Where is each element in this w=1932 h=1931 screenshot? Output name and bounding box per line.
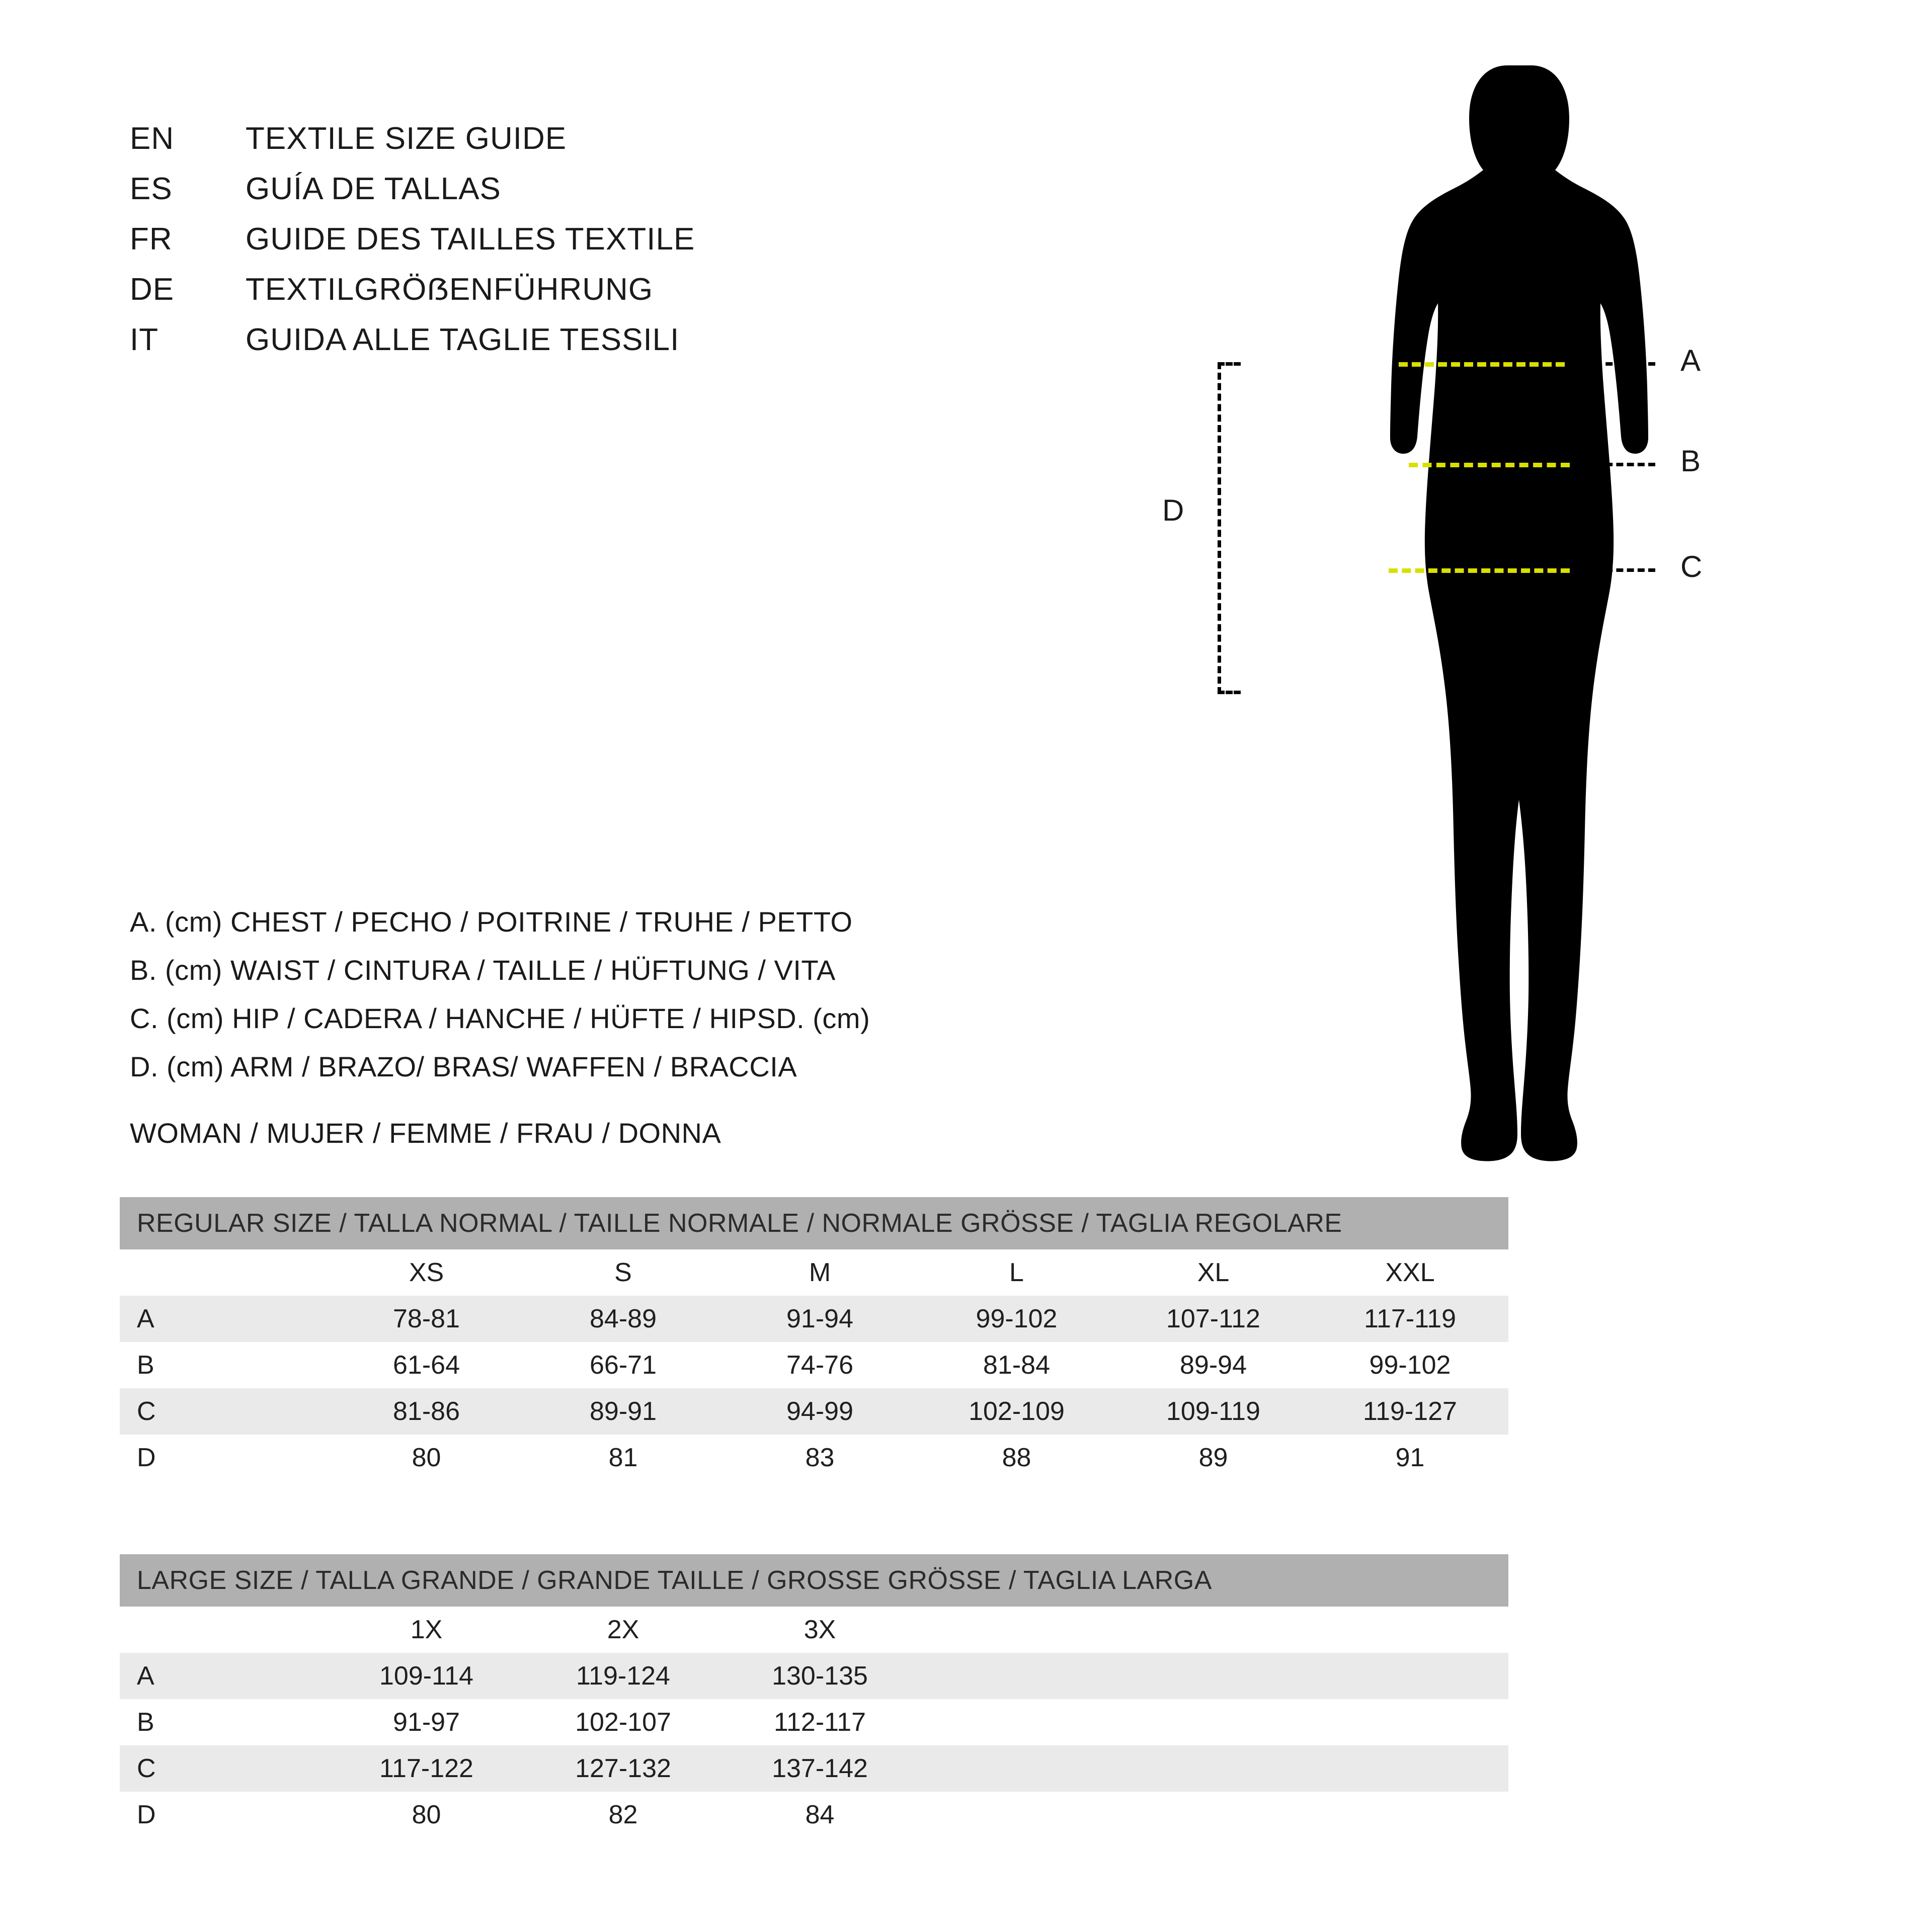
cell-a-xl: 107-112 bbox=[1166, 1304, 1260, 1333]
table-row bbox=[120, 1388, 1508, 1435]
cell-a-1x: 109-114 bbox=[379, 1661, 473, 1691]
language-header-block bbox=[130, 121, 935, 372]
legend-item-a: A. (cm) CHEST / PECHO / POITRINE / TRUHE / PETTO bbox=[130, 906, 853, 938]
cell-b-xs: 61-64 bbox=[393, 1351, 460, 1380]
cell-a-empty-2 bbox=[1115, 1653, 1312, 1699]
language-code-fr: FR bbox=[130, 222, 173, 257]
cell-d-2x: 82 bbox=[608, 1800, 638, 1829]
cell-c-3x: 137-142 bbox=[772, 1754, 868, 1783]
language-row-es bbox=[130, 171, 935, 221]
column-header-blank-large bbox=[120, 1607, 328, 1653]
table-row bbox=[120, 1653, 1508, 1699]
large-size-table-wrapper bbox=[120, 1554, 1508, 1838]
table-row bbox=[120, 1435, 1508, 1481]
cell-c-xxl: 119-127 bbox=[1363, 1397, 1457, 1426]
cell-a-m: 91-94 bbox=[786, 1304, 853, 1333]
legend-item-d: D. (cm) ARM / BRAZO/ BRAS/ WAFFEN / BRACCIA bbox=[130, 1051, 797, 1082]
cell-d-1x: 80 bbox=[412, 1800, 441, 1829]
table-row bbox=[120, 1792, 1508, 1838]
cell-d-xxl: 91 bbox=[1395, 1443, 1425, 1472]
cell-c-1x: 117-122 bbox=[379, 1754, 473, 1783]
cell-b-s: 66-71 bbox=[590, 1351, 657, 1380]
cell-b-m: 74-76 bbox=[786, 1351, 853, 1380]
waist-measurement-label: B bbox=[1680, 444, 1701, 478]
regular-size-table bbox=[120, 1197, 1508, 1481]
cell-a-3x: 130-135 bbox=[772, 1661, 868, 1691]
chest-measurement-label: A bbox=[1680, 344, 1701, 377]
row-label-b-large: B bbox=[137, 1708, 154, 1737]
column-header-2x: 2X bbox=[607, 1615, 639, 1644]
row-label-a: A bbox=[137, 1304, 154, 1333]
cell-b-2x: 102-107 bbox=[575, 1708, 671, 1737]
cell-d-xs: 80 bbox=[412, 1443, 441, 1472]
hip-leader-line bbox=[1595, 568, 1655, 572]
language-code-es: ES bbox=[130, 172, 173, 206]
cell-c-empty-3 bbox=[1312, 1745, 1508, 1792]
cell-c-empty-1 bbox=[918, 1745, 1115, 1792]
language-title-de: TEXTILGRÖẞENFÜHRUNG bbox=[246, 272, 654, 307]
language-code-de: DE bbox=[130, 272, 175, 307]
column-header-m: M bbox=[809, 1258, 831, 1287]
row-label-d-large: D bbox=[137, 1800, 156, 1829]
cell-d-empty-3 bbox=[1312, 1792, 1508, 1838]
cell-d-xl: 89 bbox=[1198, 1443, 1228, 1472]
language-title-en: TEXTILE SIZE GUIDE bbox=[246, 121, 567, 156]
language-row-de bbox=[130, 272, 935, 322]
cell-c-l: 102-109 bbox=[969, 1397, 1065, 1426]
cell-a-xs: 78-81 bbox=[393, 1304, 460, 1333]
large-size-table-caption: LARGE SIZE / TALLA GRANDE / GRANDE TAILLE / GROSSE GRÖSSE / TAGLIA LARGA bbox=[120, 1554, 1508, 1607]
column-header-1x: 1X bbox=[410, 1615, 443, 1644]
regular-size-table-wrapper bbox=[120, 1197, 1508, 1481]
hip-measure-line bbox=[1389, 568, 1570, 573]
cell-c-empty-2 bbox=[1115, 1745, 1312, 1792]
cell-b-xxl: 99-102 bbox=[1369, 1351, 1451, 1380]
woman-silhouette-icon bbox=[1379, 65, 1660, 1187]
language-row-fr bbox=[130, 221, 935, 272]
table-header-row bbox=[120, 1249, 1508, 1296]
cell-d-empty-1 bbox=[918, 1792, 1115, 1838]
column-header-blank bbox=[120, 1249, 328, 1296]
cell-a-2x: 119-124 bbox=[576, 1661, 670, 1691]
gender-label: WOMAN / MUJER / FEMME / FRAU / DONNA bbox=[130, 1117, 721, 1149]
cell-b-3x: 112-117 bbox=[773, 1708, 866, 1737]
column-header-xxl: XXL bbox=[1385, 1258, 1435, 1287]
language-title-es: GUÍA DE TALLAS bbox=[246, 172, 501, 206]
row-label-c: C bbox=[137, 1397, 156, 1426]
legend-item-c: C. (cm) HIP / CADERA / HANCHE / HÜFTE / HIPSD. (cm) bbox=[130, 1002, 870, 1034]
cell-c-2x: 127-132 bbox=[575, 1754, 671, 1783]
regular-size-table-caption: REGULAR SIZE / TALLA NORMAL / TAILLE NORMALE / NORMALE GRÖSSE / TAGLIA REGOLARE bbox=[120, 1197, 1508, 1249]
cell-b-empty-3 bbox=[1312, 1699, 1508, 1745]
column-header-3x: 3X bbox=[803, 1615, 836, 1644]
chest-leader-line bbox=[1595, 362, 1655, 366]
column-header-xs: XS bbox=[409, 1258, 444, 1287]
language-code-en: EN bbox=[130, 121, 175, 156]
arm-measurement-label: D bbox=[1162, 493, 1184, 527]
cell-a-s: 84-89 bbox=[590, 1304, 657, 1333]
row-label-b: B bbox=[137, 1351, 154, 1380]
cell-c-xs: 81-86 bbox=[393, 1397, 460, 1426]
column-header-s: S bbox=[614, 1258, 632, 1287]
table-row bbox=[120, 1296, 1508, 1342]
arm-length-bracket bbox=[1218, 362, 1244, 694]
cell-d-empty-2 bbox=[1115, 1792, 1312, 1838]
body-measurement-diagram bbox=[1097, 65, 1852, 1192]
language-row-it bbox=[130, 322, 935, 372]
row-label-a-large: A bbox=[137, 1661, 154, 1691]
column-header-empty-2 bbox=[1115, 1607, 1312, 1653]
column-header-empty-3 bbox=[1312, 1607, 1508, 1653]
language-title-it: GUIDA ALLE TAGLIE TESSILI bbox=[246, 322, 680, 357]
language-row-en bbox=[130, 121, 935, 171]
cell-b-empty-1 bbox=[918, 1699, 1115, 1745]
cell-b-empty-2 bbox=[1115, 1699, 1312, 1745]
cell-d-s: 81 bbox=[608, 1443, 638, 1472]
row-label-d: D bbox=[137, 1443, 156, 1472]
waist-leader-line bbox=[1595, 463, 1655, 466]
row-label-c-large: C bbox=[137, 1754, 156, 1783]
cell-d-l: 88 bbox=[1002, 1443, 1031, 1472]
table-row bbox=[120, 1745, 1508, 1792]
cell-b-l: 81-84 bbox=[983, 1351, 1050, 1380]
cell-b-1x: 91-97 bbox=[393, 1708, 460, 1737]
column-header-empty-1 bbox=[918, 1607, 1115, 1653]
cell-c-s: 89-91 bbox=[590, 1397, 657, 1426]
language-code-it: IT bbox=[130, 322, 159, 357]
cell-d-3x: 84 bbox=[805, 1800, 835, 1829]
table-row bbox=[120, 1342, 1508, 1388]
table-header-row bbox=[120, 1607, 1508, 1653]
cell-a-empty-1 bbox=[918, 1653, 1115, 1699]
table-row bbox=[120, 1699, 1508, 1745]
waist-measure-line bbox=[1409, 463, 1570, 467]
cell-c-xl: 109-119 bbox=[1166, 1397, 1260, 1426]
cell-d-m: 83 bbox=[805, 1443, 835, 1472]
cell-b-xl: 89-94 bbox=[1180, 1351, 1247, 1380]
hip-measurement-label: C bbox=[1680, 550, 1703, 583]
large-size-table bbox=[120, 1554, 1508, 1838]
measurement-legend bbox=[130, 905, 1186, 1099]
language-title-fr: GUIDE DES TAILLES TEXTILE bbox=[246, 222, 695, 257]
legend-item-b: B. (cm) WAIST / CINTURA / TAILLE / HÜFTUNG / VITA bbox=[130, 954, 836, 986]
chest-measure-line bbox=[1399, 362, 1565, 367]
cell-c-m: 94-99 bbox=[786, 1397, 853, 1426]
cell-a-empty-3 bbox=[1312, 1653, 1508, 1699]
cell-a-l: 99-102 bbox=[976, 1304, 1058, 1333]
column-header-l: L bbox=[1009, 1258, 1024, 1287]
cell-a-xxl: 117-119 bbox=[1363, 1304, 1457, 1333]
column-header-xl: XL bbox=[1197, 1258, 1230, 1287]
